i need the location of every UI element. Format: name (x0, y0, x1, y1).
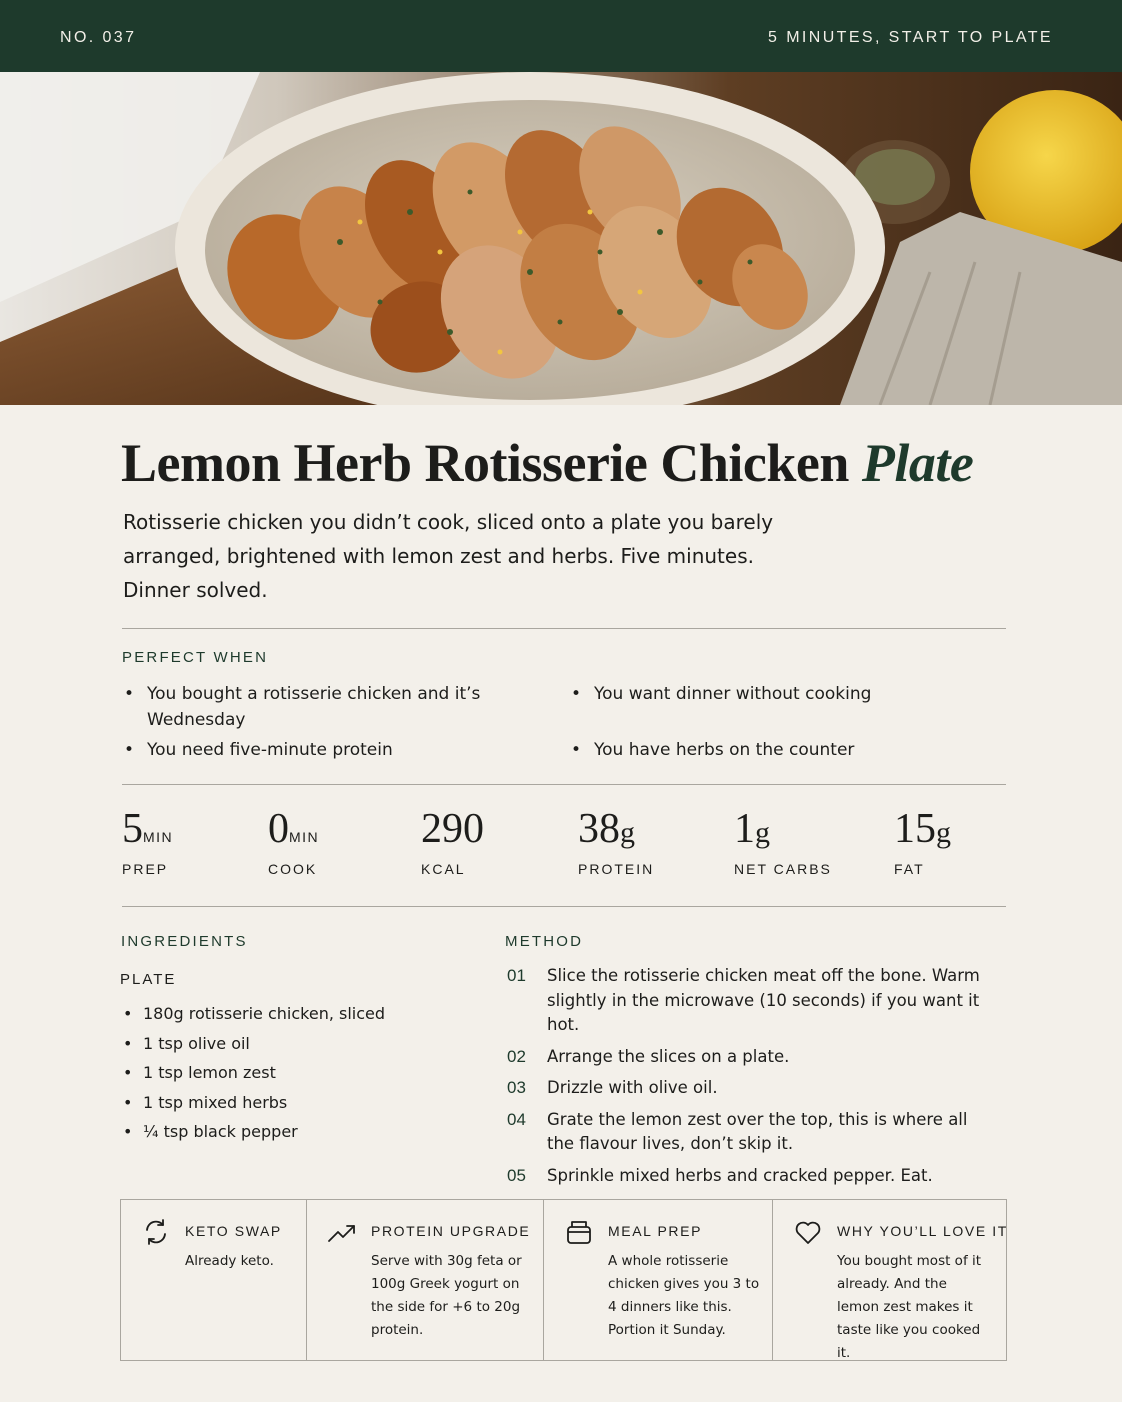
ingredients-group-label: PLATE (120, 971, 177, 988)
stat-label: KCAL (421, 861, 466, 877)
perfect-when-list-right (569, 681, 969, 707)
hero-photo (0, 72, 1122, 405)
perfect-when-item: • You want dinner without cooking (569, 681, 969, 707)
method-step (507, 964, 987, 1038)
ingredient-item: • 180g rotisserie chicken, sliced (121, 1001, 385, 1031)
stat-kcal (421, 803, 484, 877)
refresh-icon (141, 1217, 171, 1247)
stat-unit: g (620, 816, 635, 849)
tip-title: MEAL PREP (608, 1223, 703, 1239)
tip-body: A whole rotisserie chicken gives you 3 to 4 dinners like this. Portion it Sunday. (608, 1253, 760, 1338)
step-text: Arrange the slices on a plate. (547, 1046, 790, 1066)
tip-title: KETO SWAP (185, 1223, 282, 1239)
method-steps (507, 964, 987, 1188)
issue-number: NO. 037 (60, 29, 137, 46)
perfect-when-list-right-2 (569, 737, 969, 763)
stat-value: 0 (268, 806, 289, 852)
stat-unit: g (936, 816, 951, 849)
ingredient-item: • 1 tsp olive oil (121, 1031, 385, 1061)
step-text: Drizzle with olive oil. (547, 1078, 718, 1097)
recipe-title (121, 430, 1001, 496)
step-text: Slice the rotisserie chicken meat off the bone. Warm slightly in the microwave (10 seconds) if you want it hot. (547, 966, 980, 1034)
tip-title: WHY YOU’LL LOVE IT (837, 1223, 1008, 1239)
stat-value: 290 (421, 806, 484, 852)
perfect-when-list-left (122, 681, 482, 733)
stat-value: 1 (734, 806, 755, 852)
perfect-when-list-left-2 (122, 737, 522, 763)
stat-value: 38 (578, 806, 620, 852)
tips-panel (120, 1199, 1007, 1361)
divider (122, 628, 1006, 629)
stat-fat (894, 803, 951, 877)
stat-label: FAT (894, 861, 925, 877)
stat-cook (268, 803, 320, 877)
tip-body: Serve with 30g feta or 100g Greek yogurt on the side for +6 to 20g protein. (371, 1253, 522, 1338)
tip-title: PROTEIN UPGRADE (371, 1223, 531, 1239)
method-step (507, 1076, 987, 1101)
perfect-when-item: • You have herbs on the counter (569, 737, 969, 763)
method-step (507, 1045, 987, 1070)
step-number: 04 (507, 1109, 526, 1129)
stat-protein (578, 803, 655, 877)
method-step (507, 1164, 987, 1189)
header-bar (0, 0, 1122, 72)
stat-label: PREP (122, 861, 169, 877)
method-step (507, 1108, 987, 1157)
tip-card-meal-prep (544, 1200, 773, 1360)
ingredients-list (121, 1001, 385, 1149)
divider (122, 784, 1006, 785)
heart-icon (793, 1217, 823, 1247)
header-tagline: 5 MINUTES, START TO PLATE (768, 29, 1053, 46)
stat-label: NET CARBS (734, 861, 832, 877)
chicken-bowl-illustration (0, 72, 1122, 405)
tip-card-protein-upgrade (307, 1200, 544, 1360)
trending-up-icon (327, 1217, 357, 1247)
step-number: 05 (507, 1165, 526, 1185)
stat-unit: MIN (143, 829, 174, 845)
recipe-intro: Rotisserie chicken you didn’t cook, sliced onto a plate you barely arranged, brightened with lemon zest and herbs. Five minutes. Dinner solved. (123, 510, 774, 602)
step-number: 02 (507, 1046, 526, 1066)
ingredient-item: • 1 tsp mixed herbs (121, 1090, 385, 1120)
container-icon (564, 1217, 594, 1247)
stat-label: PROTEIN (578, 861, 655, 877)
stat-net-carbs (734, 803, 832, 877)
recipe-title-accent: Plate (861, 433, 974, 493)
stat-label: COOK (268, 861, 318, 877)
tip-card-keto-swap (121, 1200, 307, 1360)
stat-prep (122, 803, 174, 877)
perfect-when-label: PERFECT WHEN (122, 649, 269, 666)
stat-value: 15 (894, 806, 936, 852)
stat-value: 5 (122, 806, 143, 852)
tip-body: Already keto. (185, 1253, 274, 1269)
recipe-title-main: Lemon Herb Rotisserie Chicken (121, 433, 849, 493)
perfect-when-item: • You bought a rotisserie chicken and it’s Wednesday (122, 681, 482, 733)
step-text: Grate the lemon zest over the top, this is where all the flavour lives, don’t skip it. (547, 1109, 968, 1153)
method-label: METHOD (505, 933, 584, 950)
ingredient-item: • 1 tsp lemon zest (121, 1060, 385, 1090)
stat-unit: g (755, 816, 770, 849)
tip-card-why-love (773, 1200, 1006, 1360)
stat-unit: MIN (289, 829, 320, 845)
tip-body: You bought most of it already. And the lemon zest makes it taste like you cooked it. (837, 1253, 982, 1361)
ingredients-label: INGREDIENTS (121, 933, 248, 950)
step-number: 01 (507, 966, 526, 985)
step-number: 03 (507, 1078, 526, 1097)
step-text: Sprinkle mixed herbs and cracked pepper. Eat. (547, 1165, 933, 1185)
divider (122, 906, 1006, 907)
perfect-when-item: • You need five-minute protein (122, 737, 522, 763)
ingredient-item: • ¼ tsp black pepper (121, 1119, 385, 1149)
